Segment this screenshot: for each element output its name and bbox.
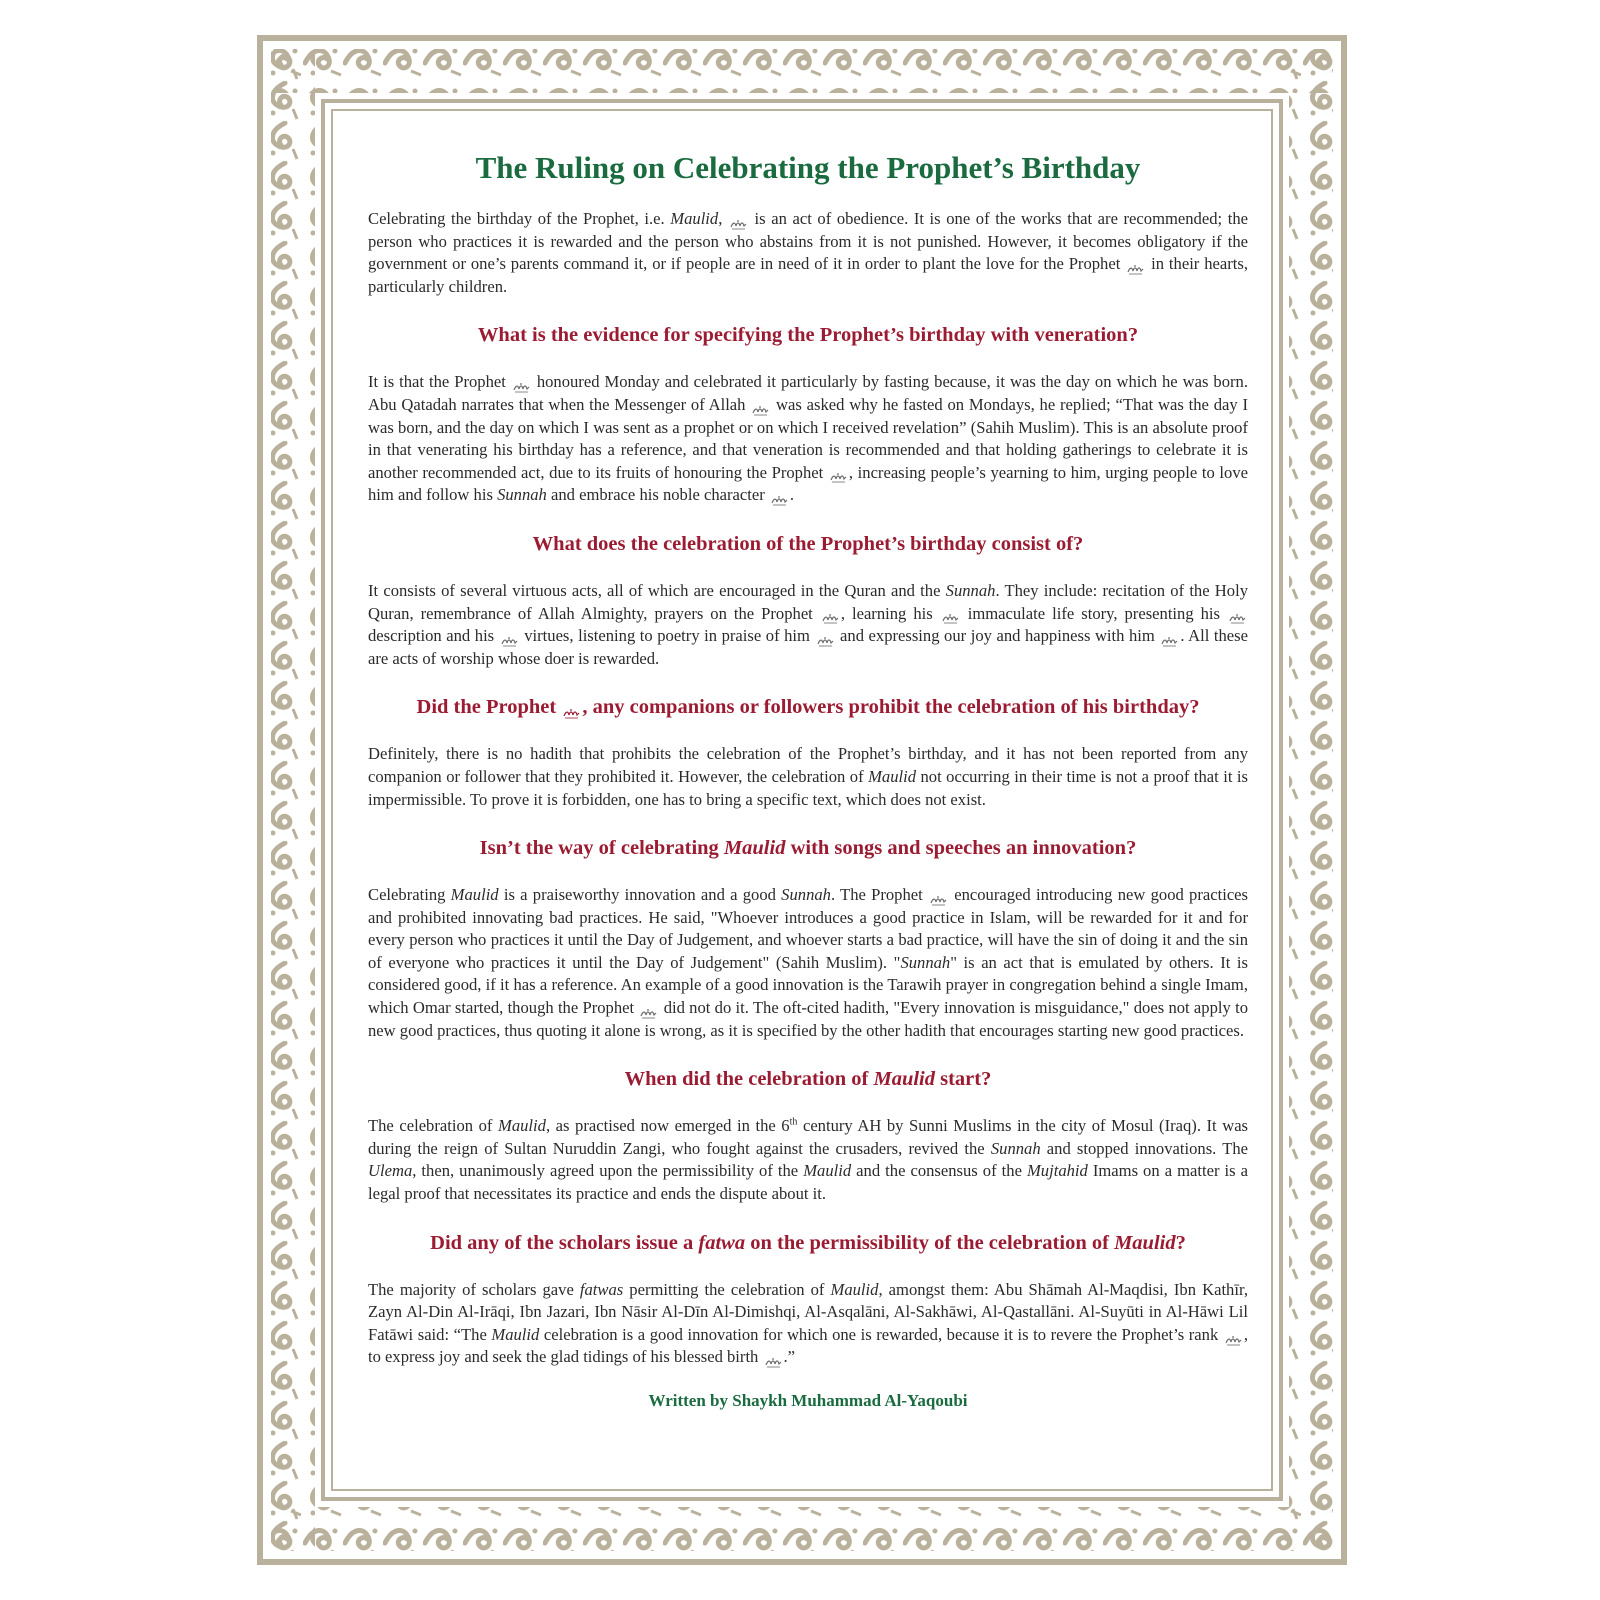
text-run: Isn’t the way of celebrating [479,837,724,860]
text-run: Imams on a matter is a legal proof that necessitates its practice and ends the dispute about it. [368,1161,1248,1204]
text-run: ? [1175,1231,1186,1254]
text-run: Sunnah [497,485,547,505]
text-run: Did the Prophet [416,696,562,719]
text-run: . [789,485,795,505]
text-run: Sunnah [990,1138,1041,1158]
answer-paragraph-4 [368,884,1248,1042]
text-run: It is that the Prophet [368,372,511,392]
answer-paragraph-5 [368,1115,1248,1205]
text-run: Sunnah [781,885,831,905]
text-run: did not do it. The oft-cited hadith, "Every innovation is misguidance," does not apply to new good practices, thus quoting it alone is wrong, as it is specified by the other hadith that encourages starting new good practices. [368,998,1248,1040]
text-run: , any companions or followers prohibit the celebration of his birthday? [582,696,1200,719]
text-run: , learning his [840,603,940,623]
text-run: .” [783,1347,796,1367]
text-run: fatwas [579,1279,624,1299]
question-heading-6 [368,1232,1248,1255]
intro-paragraph [368,208,1248,298]
text-run: virtues, listening to poetry in praise of him [519,626,815,646]
text-run: Did any of the scholars issue a [430,1231,699,1254]
text-run: is an act of obedience. It is one of the works that are recommended; the person who practices it is rewarded and the person who abstains from it is not punished. However, it becomes obligatory if the government or one’s parents command it, or if people are in need of it in order to plant the love for the Prophet [368,209,1248,274]
text-run: It consists of several virtuous acts, all of which are encouraged in the Quran and the [368,580,946,600]
text-run: , increasing people’s yearning to him, urging people to love him and follow his [368,462,1248,505]
answer-paragraph-6 [368,1279,1248,1369]
salutation-icon [942,608,959,619]
text-run: permitting the celebration of [623,1279,831,1299]
text-run: Ulema [368,1161,413,1181]
text-run: Celebrating the birthday of the Prophet, i.e. [368,209,671,228]
author-credit: Written by Shaykh Muhammad Al-Yaqoubi [648,1391,968,1410]
text-run: encouraged introducing new good practices and prohibited innovating bad practices. He said, "Whoever introduces a good practice in Islam, will be rewarded for it and for every person who practices it until the Day of Judgement, and whoever starts a bad practice, will have the sin of doing it and the sin of everyone who practices it until the Day of Judgement" (Sahih Muslim). " [368,885,1249,972]
text-run: Maulid [498,1116,546,1136]
text-run: Definitely, there is no hadith that prohibits the celebration of the Prophet’s birthday, and it has not been reported from any companion or follower that they prohibited it. However, the celebration of [368,744,1248,786]
salutation-icon [771,490,788,501]
answer-paragraph-1 [368,371,1248,507]
text-run: Maulid [830,1279,879,1299]
text-run: is a praiseworthy innovation and a good [498,885,782,905]
text-run: Maulid [723,837,786,860]
text-run: The majority of scholars gave [368,1279,580,1299]
text-run: and embrace his noble character [546,485,769,505]
text-run: Maulid [1114,1231,1176,1254]
text-run: . All these are acts of worship whose doer is rewarded. [368,626,1248,668]
salutation-icon [640,1003,657,1014]
salutation-icon [501,631,518,642]
text-run: . They include: recitation of the Holy Quran, remembrance of Allah Almighty, prayers on the Prophet [368,580,1248,623]
text-run: Maulid [803,1161,852,1181]
text-run: Celebrating [368,885,451,905]
text-run: celebration is a good innovation for which one is rewarded, because it is to revere the Prophet’s rank [539,1324,1223,1344]
text-run: . The Prophet [830,885,928,905]
text-run: and expressing our joy and happiness with him [835,626,1160,646]
text-run: Maulid [491,1324,540,1344]
text-run: The celebration of [368,1116,499,1136]
text-run: , to express joy and seek the glad tidings of his blessed birth [368,1324,1248,1367]
salutation-icon [830,467,847,478]
text-run: with songs and speeches an innovation? [785,837,1137,860]
salutation-icon [1229,608,1246,619]
question-heading-1: What is the evidence for specifying the Prophet’s birthday with veneration? [477,324,1139,347]
text-run: Sunnah [945,580,996,600]
text-run: in their hearts, particularly children. [368,254,1248,296]
salutation-icon [817,631,834,642]
salutation-icon [1225,1330,1242,1341]
salutation-icon [822,608,839,619]
text-run: " is an act that is emulated by others. It is considered good, if it has a reference. An example of a good innovation is the Tarawih prayer in congregation behind a single Imam, which Omar started, though the Prophet [368,952,1248,1018]
text-run: and stopped innovations. The [1040,1138,1248,1158]
text-run: , amongst them: Abu Shāmah Al-Maqdisi, Ibn Kathīr, Zayn Al-Din Al-Irāqi, Ibn Jazari, Ibn Nāsir Al-Dīn Al-Dimishqi, Al-Asqalāni, Al-Sakhāwi, Al-Qastallāni. Al-Suyūti in Al-Hāwi Lil Fatāwi said: “The [368,1279,1248,1344]
text-run: century AH by Sunni Muslims in the city of Mosul (Iraq). It was during the reign of Sultan Nuruddin Zangi, who fought against the crusaders, revived the [368,1116,1249,1158]
text-run: on the permissibility of the celebration of [745,1231,1115,1254]
text-run: Sunnah [900,952,951,972]
page-title: The Ruling on Celebrating the Prophet’s Birthday [475,150,1141,185]
text-run: , then, unanimously agreed upon the permissibility of the [412,1161,804,1181]
salutation-icon [513,377,530,388]
salutation-icon [730,214,747,225]
text-run: was asked why he fasted on Mondays, he replied; “That was the day I was born, and the day on which I was sent as a prophet or on which I received revelation” (Sahih Muslim). This is an absolute proof in that venerating his birthday has a reference, and that veneration is recommended and that holding gatherings to celebrate it is another recommended act, due to its fruits of honouring the Prophet [368,394,1248,482]
salutation-icon [765,1352,782,1363]
text-run: Maulid [450,885,499,905]
text-run: and the consensus of the [851,1161,1027,1181]
question-heading-2: What does the celebration of the Prophet’s birthday consist of? [532,532,1084,555]
salutation-icon [1127,259,1144,270]
salutation-icon [752,400,769,411]
text-run: , as practised now emerged in the 6 [545,1116,790,1136]
text-run: Mujtahid [1026,1161,1088,1181]
text-run: start? [935,1068,992,1091]
text-run: When did the celebration of [624,1068,874,1091]
text-run: , [718,209,728,228]
salutation-icon [930,890,947,901]
question-heading-5 [368,1068,1248,1091]
salutation-icon [1161,631,1178,642]
question-heading-4 [368,837,1248,860]
question-heading-3 [368,696,1248,719]
text-run: description and his [368,626,499,646]
salutation-icon [563,702,580,713]
text-run: fatwa [698,1231,746,1254]
article [368,150,1248,1411]
text-run: Maulid [868,766,917,786]
text-run: Maulid [670,209,719,228]
text-run: Maulid [873,1068,935,1091]
text-run: honoured Monday and celebrated it particularly by fasting because, it was the day on which he was born. Abu Qatadah narrates that when the Messenger of Allah [368,372,1248,414]
text-run: immaculate life story, presenting his [960,603,1228,623]
text-run: th [789,1116,798,1128]
answer-paragraph-3 [368,743,1248,811]
answer-paragraph-2 [368,580,1248,670]
text-run: not occurring in their time is not a proof that it is impermissible. To prove it is forbidden, one has to bring a specific text, which does not exist. [368,766,1248,809]
